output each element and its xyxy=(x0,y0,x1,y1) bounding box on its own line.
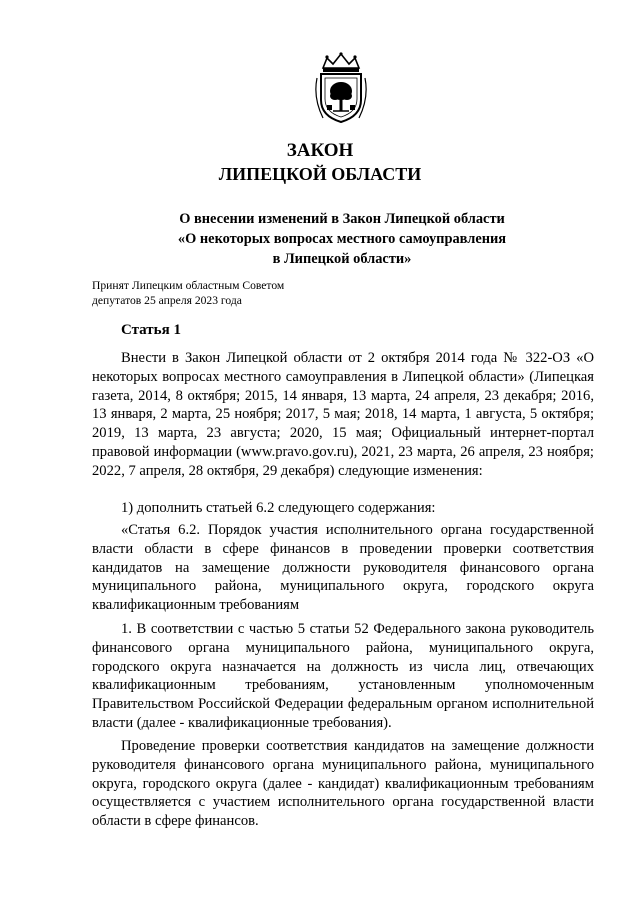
coat-of-arms-emblem xyxy=(313,52,369,126)
article-paragraph: 1. В соответствии с частью 5 статьи 52 Федерального закона руководитель финансового органа муниципального района, муниципального округа, городского округа назначается на должность из числа лиц, отвечающих квалификационным требованиям, установленным уполномоченным Правительством Российской Федерации федеральным органом исполнительной власти (далее - квалификационные требования). xyxy=(92,621,594,731)
subtitle-line: «О некоторых вопросах местного самоуправления xyxy=(177,231,507,247)
adoption-note xyxy=(92,278,284,308)
article-heading: Статья 1 xyxy=(121,322,181,338)
adoption-note-line: депутатов 25 апреля 2023 года xyxy=(92,294,242,307)
adoption-note-line: Принят Липецким областным Советом xyxy=(92,279,285,292)
article-paragraph: Внести в Закон Липецкой области от 2 октября 2014 года № 322-ОЗ «О некоторых вопросах местного самоуправления в Липецкой области» (Липецкая газета, 2014, 8 октября; 2015, 14 января, 13 марта, 24 апреля, 23 декабря; 2016, 13 января, 2 марта, 25 ноября; 2017, 5 мая; 2018, 14 марта, 1 августа, 5 октября; 2019, 13 марта, 23 августа; 2020, 15 мая; Официальный интернет-портал правовой информации (www.pravo.gov.ru), 2021, 23 марта, 26 апреля, 23 ноября; 2022, 7 апреля, 28 октября, 29 декабря) следующие изменения: xyxy=(92,350,594,479)
subtitle-line: в Липецкой области» xyxy=(272,251,412,267)
article-paragraph: «Статья 6.2. Порядок участия исполнительного органа государственной власти области в сфере финансов в проведении проверки соответствия кандидатов на замещение должности руководителя финансового органа муниципального района, муниципального округа, городского округа квалификационным требованиям xyxy=(92,522,594,614)
article-paragraph: 1) дополнить статьей 6.2 следующего содержания: xyxy=(121,500,436,516)
document-type-heading: ЗАКОН xyxy=(286,140,354,161)
region-heading: ЛИПЕЦКОЙ ОБЛАСТИ xyxy=(218,164,422,184)
law-subtitle xyxy=(150,209,534,269)
article-paragraph: Проведение проверки соответствия кандидатов на замещение должности руководителя финансового органа муниципального района, муниципального округа, городского округа (далее - кандидат) квалификационным требованиям осуществляется с участием исполнительного органа государственной власти области в сфере финансов. xyxy=(92,738,594,830)
subtitle-line: О внесении изменений в Закон Липецкой области xyxy=(179,211,505,227)
